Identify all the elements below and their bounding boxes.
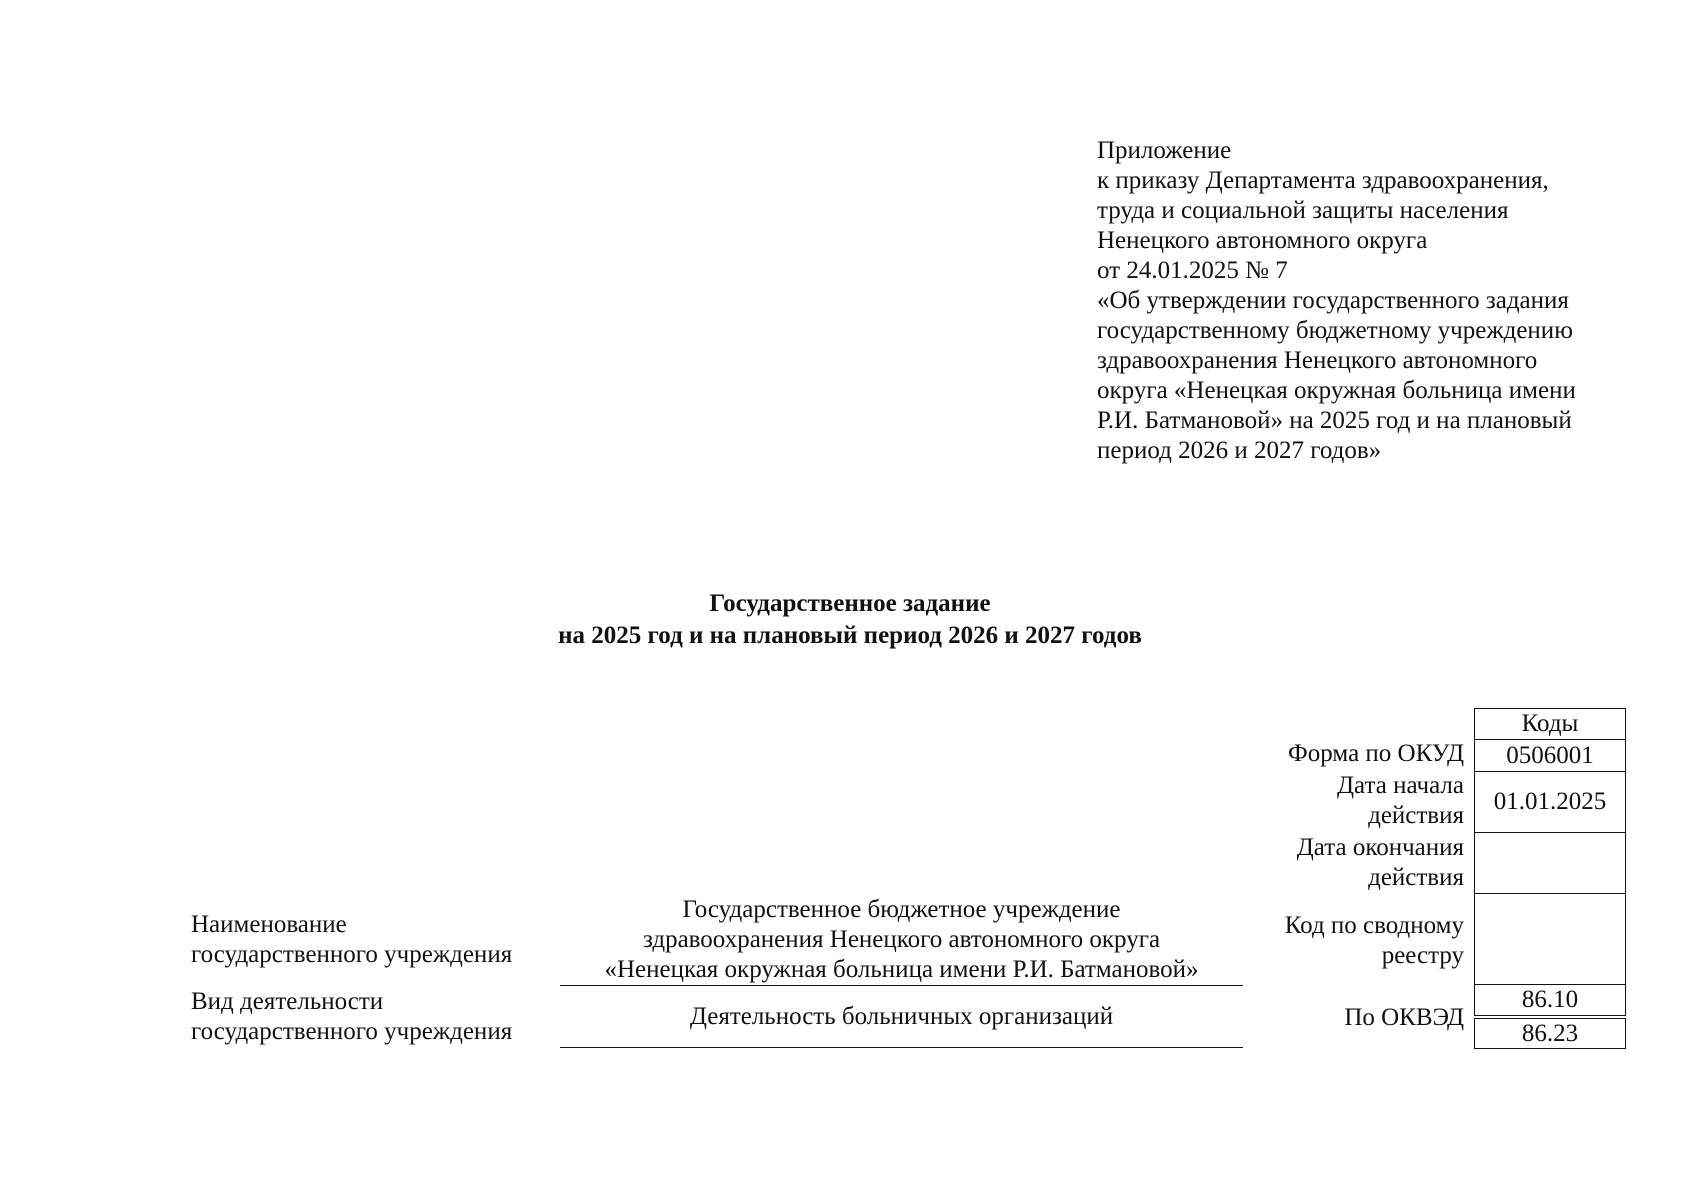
institution-name-label-line-2: государственного учреждения xyxy=(191,941,513,968)
annex-line: к приказу Департамента здравоохранения, xyxy=(1097,167,1549,194)
annex-line: Р.И. Батмановой» на 2025 год и на плановый xyxy=(1097,407,1572,434)
annex-line: труда и социальной защиты населения xyxy=(1097,197,1509,224)
institution-name-value xyxy=(560,895,1243,985)
registry-code-value xyxy=(1474,894,1626,985)
activity-type-underline xyxy=(560,1047,1243,1048)
annex-order-date: от 24.01.2025 № 7 xyxy=(1097,257,1288,284)
end-date-label-line-1: Дата окончания xyxy=(1296,834,1464,861)
annex-line: округа «Ненецкая окружная больница имени xyxy=(1097,377,1576,404)
institution-name-line-3: «Ненецкая окружная больница имени Р.И. Батмановой» xyxy=(604,956,1199,983)
end-date-value xyxy=(1474,833,1626,894)
activity-label-line-1: Вид деятельности xyxy=(191,988,384,1015)
okved-label: По ОКВЭД xyxy=(1344,1004,1464,1031)
start-date-label xyxy=(1337,771,1464,831)
end-date-label-line-2: действия xyxy=(1368,864,1464,891)
end-date-label xyxy=(1297,833,1464,893)
annex-line: период 2026 и 2027 годов» xyxy=(1097,437,1382,464)
codes-header: Коды xyxy=(1474,708,1626,740)
registry-code-label xyxy=(1285,911,1464,971)
title-line-2: на 2025 год и на плановый период 2026 и 2027 годов xyxy=(558,622,1142,649)
registry-label-line-2: реестру xyxy=(1381,942,1464,969)
institution-name-label xyxy=(191,910,512,970)
start-date-label-line-2: действия xyxy=(1368,802,1464,829)
activity-label-line-2: государственного учреждения xyxy=(191,1018,513,1045)
okud-value: 0506001 xyxy=(1474,740,1626,772)
activity-type-value: Деятельность больничных организаций xyxy=(689,1003,1114,1030)
start-date-label-line-1: Дата начала xyxy=(1336,772,1464,799)
annex-header xyxy=(1097,136,1657,466)
institution-name-line-1: Государственное бюджетное учреждение xyxy=(682,896,1121,923)
registry-label-line-1: Код по сводному xyxy=(1284,912,1464,939)
annex-line: Приложение xyxy=(1097,137,1232,164)
annex-line: Ненецкого автономного округа xyxy=(1097,227,1428,254)
okud-label: Форма по ОКУД xyxy=(1288,740,1464,767)
institution-name-underline xyxy=(560,985,1243,986)
institution-name-line-2: здравоохранения Ненецкого автономного округа xyxy=(642,926,1161,953)
annex-line: «Об утверждении государственного задания xyxy=(1097,287,1569,314)
institution-name-label-line-1: Наименование xyxy=(191,911,347,938)
annex-line: государственному бюджетному учреждению xyxy=(1097,317,1573,344)
activity-type-label xyxy=(191,987,512,1047)
start-date-value: 01.01.2025 xyxy=(1474,772,1626,833)
okved-value-1: 86.10 xyxy=(1474,985,1626,1016)
annex-line: здравоохранения Ненецкого автономного xyxy=(1097,347,1538,374)
title-line-1: Государственное задание xyxy=(709,590,991,617)
okved-value-2: 86.23 xyxy=(1474,1018,1626,1049)
document-title xyxy=(350,588,1350,652)
